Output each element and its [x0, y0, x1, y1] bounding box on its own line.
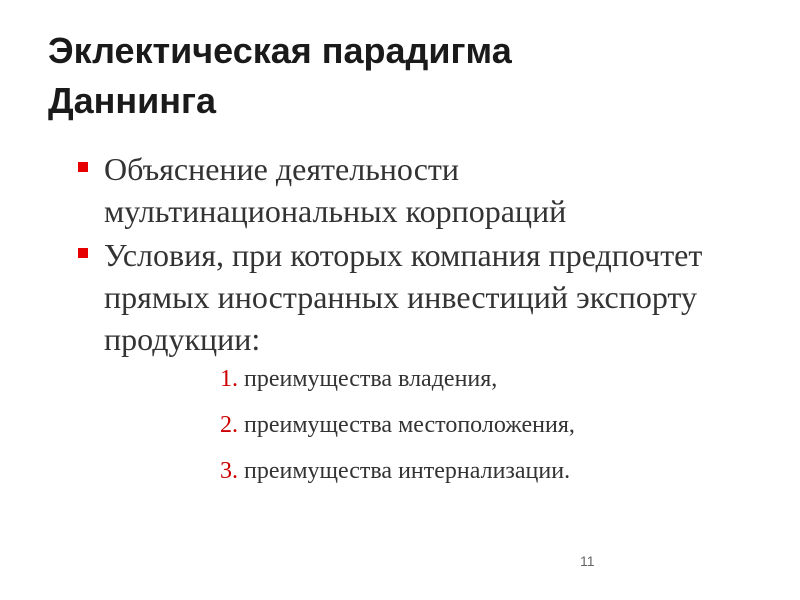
subitem-internalization-advantages — [104, 458, 784, 484]
bullet-line: Объяснение деятельности — [104, 151, 460, 187]
subitem-text: преимущества местоположения, — [244, 412, 575, 438]
subitem-text: преимущества интернализации. — [244, 458, 571, 484]
bullet-text — [104, 148, 784, 232]
numbered-sublist — [104, 366, 784, 484]
title-line-1: Эклектическая парадигма — [48, 30, 512, 71]
bullet-line: Условия, при которых компания предпочтет — [104, 237, 703, 273]
subitem-number: 1. — [220, 366, 238, 392]
red-square-icon — [78, 162, 88, 172]
bullet-item-conditions — [0, 234, 784, 484]
subitem-number: 2. — [220, 412, 238, 438]
bullet-line: мультинациональных корпораций — [104, 193, 567, 229]
bullet-line: продукции: — [104, 321, 261, 357]
subitem-ownership-advantages — [104, 366, 784, 392]
bullet-list — [0, 148, 800, 504]
red-square-icon — [78, 248, 88, 258]
subitem-text: преимущества владения, — [244, 366, 498, 392]
bullet-item-mnc-explanation — [0, 148, 784, 232]
page-number: 11 — [580, 553, 595, 569]
subitem-location-advantages — [104, 412, 784, 438]
subitem-number: 3. — [220, 458, 238, 484]
bullet-line: прямых иностранных инвестиций экспорту — [104, 279, 697, 315]
slide-title — [48, 26, 768, 126]
bullet-text — [104, 234, 784, 360]
title-line-2: Даннинга — [48, 80, 217, 121]
